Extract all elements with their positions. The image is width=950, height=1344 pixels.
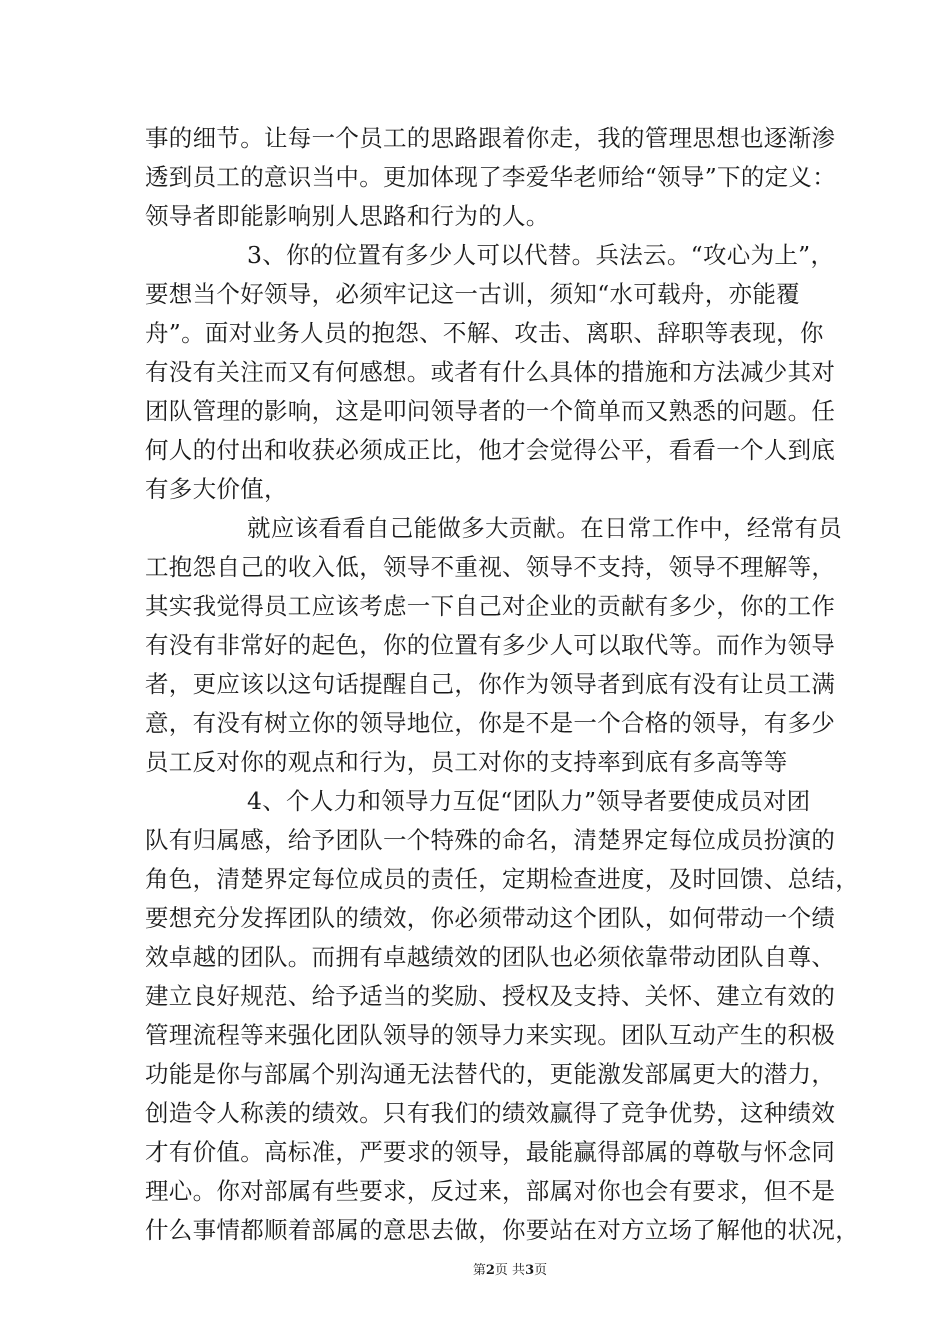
text-line: 其实我觉得员工应该考虑一下自己对企业的贡献有多少，你的工作 <box>145 592 836 620</box>
text-line: 事的细节。让每一个员工的思路跟着你走，我的管理思想也逐渐渗 <box>145 124 836 152</box>
text-line: 要想充分发挥团队的绩效，你必须带动这个团队，如何带动一个绩 <box>145 904 836 932</box>
text-line: 理心。你对部属有些要求，反过来，部属对你也会有要求，但不是 <box>145 1177 836 1205</box>
text-line: 意，有没有树立你的领导地位，你是不是一个合格的领导，有多少 <box>145 709 836 737</box>
text-line: 才有价值。高标准，严要求的领导，最能赢得部属的尊敬与怀念同 <box>145 1138 836 1166</box>
text-line: 工抱怨自己的收入低，领导不重视、领导不支持，领导不理解等， <box>145 553 836 581</box>
paragraph-start-line: 4、个人力和领导力互促“团队力”领导者要使成员对团 <box>247 787 811 815</box>
text-line: 有没有非常好的起色，你的位置有多少人可以取代等。而作为领导 <box>145 631 836 659</box>
text-line: 什么事情都顺着部属的意思去做，你要站在对方立场了解他的状况， <box>145 1216 859 1244</box>
total-page-number: 3 <box>525 1263 535 1278</box>
text-line: 者，更应该以这句话提醒自己，你作为领导者到底有没有让员工满 <box>145 670 836 698</box>
text-line: 员工反对你的观点和行为，员工对你的支持率到底有多高等等 <box>145 748 788 776</box>
text-line: 领导者即能影响别人思路和行为的人。 <box>145 202 550 230</box>
text-line: 功能是你与部属个别沟通无法替代的，更能激发部属更大的潜力， <box>145 1060 836 1088</box>
page-footer <box>0 1262 950 1280</box>
current-page-number: 2 <box>485 1263 495 1278</box>
text-line: 角色，清楚界定每位成员的责任，定期检查进度，及时回馈、总结， <box>145 865 859 893</box>
text-line: 建立良好规范、给予适当的奖励、授权及支持、关怀、建立有效的 <box>145 982 836 1010</box>
paragraph-start-line: 就应该看看自己能做多大贡献。在日常工作中，经常有员 <box>247 514 842 542</box>
text-line: 效卓越的团队。而拥有卓越绩效的团队也必须依靠带动团队自尊、 <box>145 943 836 971</box>
text-line: 透到员工的意识当中。更加体现了李爱华老师给“领导”下的定义： <box>145 163 837 191</box>
footer-suffix: 页 <box>534 1263 548 1278</box>
text-line: 团队管理的影响，这是叩问领导者的一个简单而又熟悉的问题。任 <box>145 397 836 425</box>
footer-prefix: 第 <box>472 1263 486 1278</box>
text-line: 要想当个好领导，必须牢记这一古训，须知“水可载舟，亦能覆 <box>145 280 800 308</box>
text-line: 队有归属感，给予团队一个特殊的命名，清楚界定每位成员扮演的 <box>145 826 836 854</box>
text-line: 舟”。面对业务人员的抱怨、不解、攻击、离职、辞职等表现，你 <box>145 319 824 347</box>
text-line: 有多大价值， <box>145 475 288 503</box>
text-line: 管理流程等来强化团队领导的领导力来实现。团队互动产生的积极 <box>145 1021 836 1049</box>
text-line: 有没有关注而又有何感想。或者有什么具体的措施和方法减少其对 <box>145 358 836 386</box>
text-line: 创造令人称羡的绩效。只有我们的绩效赢得了竞争优势，这种绩效 <box>145 1099 836 1127</box>
paragraph-start-line: 3、你的位置有多少人可以代替。兵法云。“攻心为上”， <box>247 241 835 269</box>
text-line: 何人的付出和收获必须成正比，他才会觉得公平，看看一个人到底 <box>145 436 836 464</box>
footer-middle: 页 共 <box>494 1263 526 1278</box>
